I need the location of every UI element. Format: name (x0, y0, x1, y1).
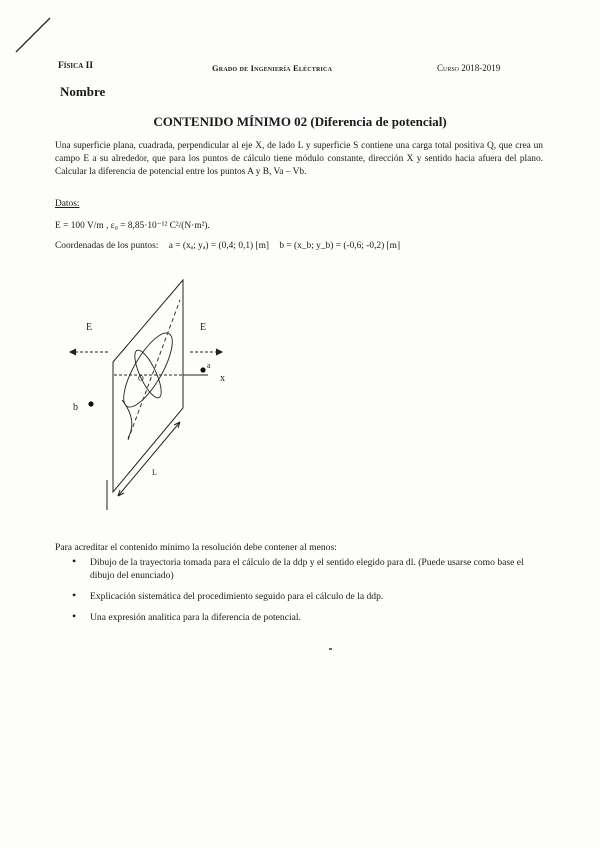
list-item: • Explicación sistemática del procedimiento seguido para el cálculo de la ddp. (72, 590, 532, 603)
name-label: Nombre (60, 84, 106, 99)
course-name: Física II (58, 61, 94, 71)
charge-region-outer (115, 327, 181, 414)
list-item: • Dibujo de la trayectoria tomada para el cálculo de la ddp y el sentido elegido para dl. (Puede usarse como base el dibujo del enunciado) (72, 556, 532, 582)
x-axis-label: x (220, 373, 225, 384)
list-item: • Una expresión analítica para la diferencia de potencial. (72, 611, 532, 624)
dimension-line-l (118, 422, 180, 496)
point-b-coords: b = (x_b; y_b) = (-0,6; -0,2) [m] (279, 241, 401, 251)
academic-year: Curso 2018-2019 (437, 63, 501, 73)
problem-statement: Una superficie plana, cuadrada, perpendicular al eje X, de lado L y superficie S contiene una carga total positiva Q, que crea un campo E a su alrededor, que para los puntos de cálculo tiene módulo constante, dirección X y sentido hacia afuera del plano. Calcular la diferencia de potencial entre los puntos A y B, Va – Vb. (55, 141, 543, 177)
stray-mark (329, 648, 332, 650)
coords-label: Coordenadas de los puntos: (55, 241, 159, 251)
data-values: E = 100 V/m , ε₀ = 8,85·10⁻¹² C²/(N·m²). (55, 221, 210, 231)
charge-region-inner (130, 347, 166, 401)
point-b-label: b (73, 402, 78, 413)
pen-stroke-mark (12, 14, 52, 56)
degree-name: Grado de Ingeniería Eléctrica (212, 63, 333, 73)
requirements-intro: Para acreditar el contenido mínimo la resolución debe contener al menos: (55, 542, 337, 553)
e-field-label-right: E (200, 322, 207, 333)
point-coordinates (55, 241, 400, 251)
point-a-coords: a = (xₐ; yₐ) = (0,4; 0,1) [m] (168, 241, 270, 251)
plane-diagonal (128, 300, 180, 440)
point-a (200, 367, 205, 372)
requirements-list (72, 556, 532, 632)
point-a-label: a (207, 361, 211, 370)
dimension-label-l: L (152, 468, 157, 477)
data-heading: Datos: (55, 199, 80, 209)
page-title: CONTENIDO MÍNIMO 02 (Diferencia de potencial) (153, 114, 447, 129)
point-b (88, 401, 93, 406)
scribble-curve (122, 400, 132, 438)
charged-plane-diagram (58, 270, 308, 520)
e-field-label-left: E (86, 322, 93, 333)
origin-label: O (138, 374, 144, 383)
